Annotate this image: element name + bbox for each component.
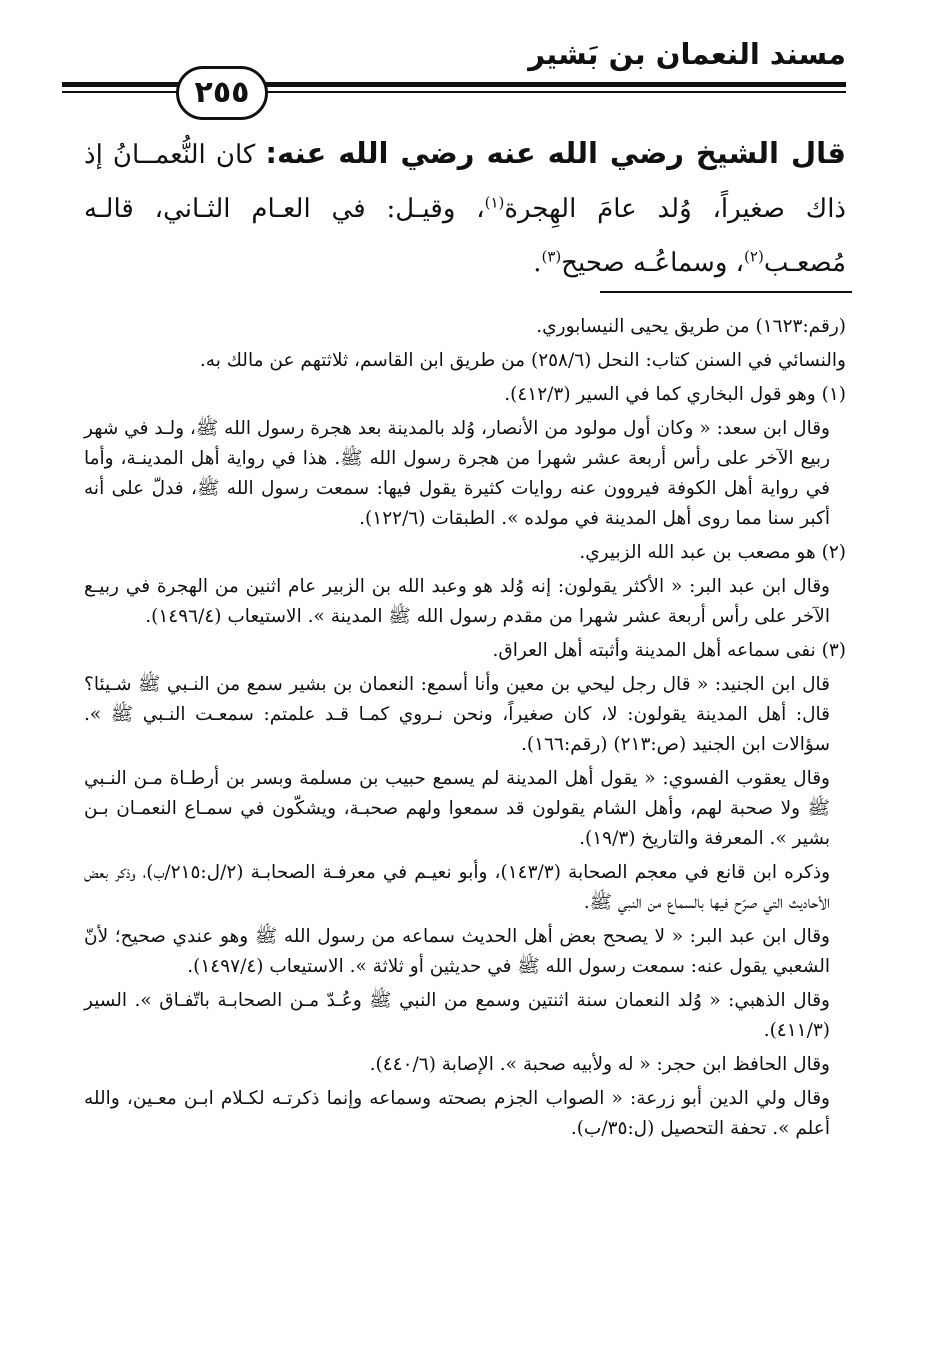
footnote-paragraph: قال ابن الجنيد: « قال رجل ليحي بن معين وأنا أسمع: النعمان بن بشير سمع من النـبي ﷺ شـيئا؟ قال: أهل المدينة يقولون: لا، كان صغيراً، ونحن نـروي كمـا قـد علمتم: سمعـت النـبي ﷺ ». سؤالات ابن الجنيد (ص:٢١٣) (رقم:١٦٦). xyxy=(84,674,830,755)
main-paragraph xyxy=(84,126,846,290)
main-text-1: كان النُّعمــانُ إذ ذاك صغيراً، وُلد عامَ الهِجرة xyxy=(84,140,846,224)
page-number-badge xyxy=(176,66,268,120)
footnotes xyxy=(84,312,846,1148)
footnote-1: (١) وهو قول البخاري كما في السير (٤١٢/٣). xyxy=(504,384,846,405)
footnote-3: (٣) نفى سماعه أهل المدينة وأثبته أهل العراق. xyxy=(492,640,846,661)
footnote-paragraph: وقال ابن عبد البر: « الأكثر يقولون: إنه وُلد هو وعبد الله بن الزبير عام اثنين من الهجرة في ربيـع الآخر على رأس أربعة عشر شهرا من مقدم رسول الله ﷺ المدينة ». الاستيعاب (١٤٩٦/٤). xyxy=(84,576,830,627)
footnote-paragraph: وقال الحافظ ابن حجر: « له ولأبيه صحبة ». الإصابة (٤٤٠/٦). xyxy=(369,1054,830,1075)
page-number: ٢٥٥ xyxy=(194,75,250,110)
main-text-2: ، وقيـل: في العـام الثـاني، قالـه مُصعـب xyxy=(84,194,846,278)
speaker-intro: قال الشيخ رضي الله عنه رضي الله عنه: xyxy=(265,136,846,170)
footnote-ref-2: (٢) xyxy=(744,247,764,266)
main-text-3: ، وسماعُـه صحيح xyxy=(561,248,745,278)
footnote-paragraph: (رقم:١٦٢٣) من طريق يحيى النيسابوري. xyxy=(536,316,846,337)
footnote-paragraph: وذكره ابن قانع في معجم الصحابة (١٤٣/٣)، وأبو نعيـم في معرفـة الصحابـة (٢/ل:٢١٥/ب)، وذكر بعض الأحاديث التي صرّح فيها بالسماع من النبي ﷺ. xyxy=(84,862,831,913)
footnote-separator xyxy=(600,291,852,293)
footnote-ref-3: (٣) xyxy=(541,247,562,266)
footnote-paragraph: وقال يعقوب الفسوي: « يقول أهل المدينة لم يسمع حبيب بن مسلمة وبسر بن أرطـاة مـن النـبي ﷺ ولا صحبة لهم، وأهل الشام يقولون قد سمعوا ولهم صحبـة، ويشكّون في سمـاع النعمـان بـن بشير ». المعرفة والتاريخ (١٩/٣). xyxy=(84,768,830,849)
footnote-2: (٢) هو مصعب بن عبد الله الزبيري. xyxy=(579,542,846,563)
footnote-paragraph: وقال ولي الدين أبو زرعة: « الصواب الجزم بصحته وسماعه وإنما ذكرتـه لكـلام ابـن معـين، والله أعلم ». تحفة التحصيل (ل:٣٥/ب). xyxy=(84,1088,830,1139)
footnote-paragraph: والنسائي في السنن كتاب: النحل (٢٥٨/٦) من طريق ابن القاسم، ثلاثتهم عن مالك به. xyxy=(199,350,846,371)
footnote-paragraph: وقال ابن سعد: « وكان أول مولود من الأنصار، وُلد بالمدينة بعد هجرة رسول الله ﷺ، ولـد في شهر ربيع الآخر على رأس أربعة عشر شهرا من هجرة رسول الله ﷺ. هذا في رواية أهل المدينـة، وأما في رواية أهل الكوفة فيروون عنه روايات كثيرة يقول فيها: سمعت رسول الله ﷺ، فدلّ على أنه أكبر سنا مما روى أهل المدينة في مولده ». الطبقات (١٢٢/٦). xyxy=(84,418,830,529)
footnote-ref-1: (١) xyxy=(484,193,505,212)
main-text-4: . xyxy=(533,248,542,278)
footnote-paragraph: وقال ابن عبد البر: « لا يصحح بعض أهل الحديث سماعه من رسول الله ﷺ وهو عندي صحيح؛ لأنّ الشعبي يقول عنه: سمعت رسول الله ﷺ في حديثين أو ثلاثة ». الاستيعاب (١٤٩٧/٤). xyxy=(84,926,830,977)
footnote-paragraph: وقال الذهبي: « وُلد النعمان سنة اثنتين وسمع من النبي ﷺ وعُـدّ مـن الصحابـة باتّفـاق ». السير (٤١١/٣). xyxy=(84,990,830,1041)
running-title: مسند النعمان بن بَشير xyxy=(528,37,846,71)
